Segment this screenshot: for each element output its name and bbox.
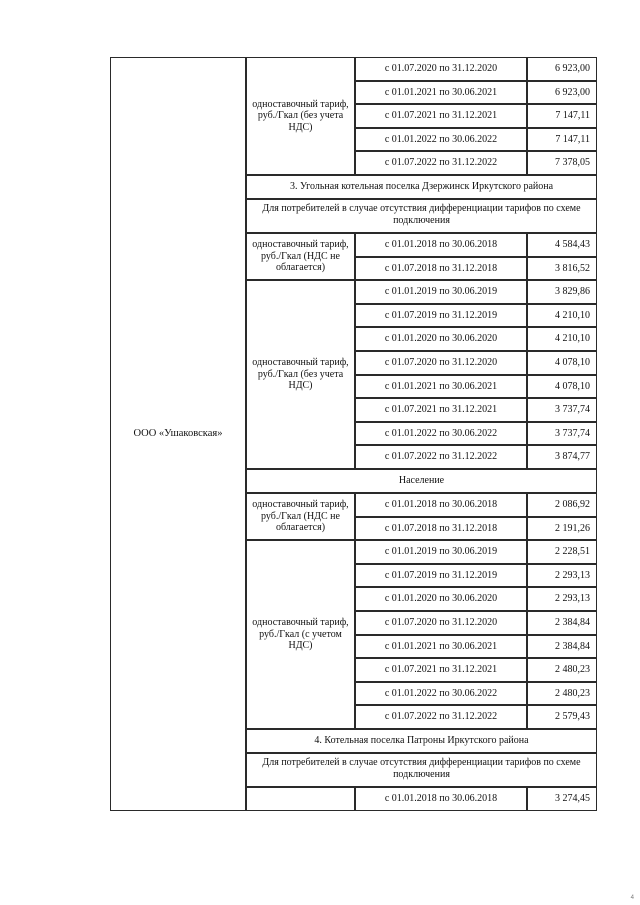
page-corner-mark: 4 — [630, 895, 634, 901]
tariff-value-cell: 4 210,10 — [527, 327, 597, 351]
tariff-value-cell: 2 579,43 — [527, 705, 597, 729]
period-cell: с 01.07.2022 по 31.12.2022 — [355, 445, 527, 469]
tariff-type-cell — [246, 787, 355, 811]
tariff-value-cell: 7 147,11 — [527, 104, 597, 128]
tariff-value-cell: 7 147,11 — [527, 128, 597, 152]
tariff-value-cell: 2 191,26 — [527, 517, 597, 541]
period-cell: с 01.01.2021 по 30.06.2021 — [355, 635, 527, 659]
period-cell: с 01.07.2022 по 31.12.2022 — [355, 705, 527, 729]
tariff-value-cell: 2 480,23 — [527, 682, 597, 706]
tariff-value-cell: 2 384,84 — [527, 611, 597, 635]
tariff-value-cell: 3 829,86 — [527, 280, 597, 304]
period-cell: с 01.07.2022 по 31.12.2022 — [355, 151, 527, 175]
period-cell: с 01.07.2020 по 31.12.2020 — [355, 57, 527, 81]
section-title: Население — [246, 469, 597, 493]
period-cell: с 01.07.2019 по 31.12.2019 — [355, 564, 527, 588]
tariff-value-cell: 2 293,13 — [527, 564, 597, 588]
tariff-value-cell: 7 378,05 — [527, 151, 597, 175]
period-cell: с 01.01.2021 по 30.06.2021 — [355, 375, 527, 399]
period-cell: с 01.07.2020 по 31.12.2020 — [355, 611, 527, 635]
period-cell: с 01.01.2020 по 30.06.2020 — [355, 327, 527, 351]
period-cell: с 01.01.2019 по 30.06.2019 — [355, 540, 527, 564]
tariff-type-cell: одноставочный тариф, руб./Гкал (НДС не облагается) — [246, 493, 355, 540]
period-cell: с 01.07.2021 по 31.12.2021 — [355, 104, 527, 128]
period-cell: с 01.01.2021 по 30.06.2021 — [355, 81, 527, 105]
section-title: 4. Котельная поселка Патроны Иркутского района — [246, 729, 597, 753]
tariff-value-cell: 4 078,10 — [527, 375, 597, 399]
section-subtitle: Для потребителей в случае отсутствия дифференциации тарифов по схеме подключения — [246, 753, 597, 787]
tariff-value-cell: 3 874,77 — [527, 445, 597, 469]
tariff-value-cell: 3 737,74 — [527, 422, 597, 446]
tariff-value-cell: 4 210,10 — [527, 304, 597, 328]
period-cell: с 01.01.2022 по 30.06.2022 — [355, 422, 527, 446]
period-cell: с 01.01.2018 по 30.06.2018 — [355, 787, 527, 811]
period-cell: с 01.07.2018 по 31.12.2018 — [355, 257, 527, 281]
tariff-value-cell: 2 384,84 — [527, 635, 597, 659]
period-cell: с 01.01.2022 по 30.06.2022 — [355, 682, 527, 706]
period-cell: с 01.01.2022 по 30.06.2022 — [355, 128, 527, 152]
tariff-value-cell: 2 228,51 — [527, 540, 597, 564]
tariff-value-cell: 3 274,45 — [527, 787, 597, 811]
tariff-type-cell: одноставочный тариф, руб./Гкал (НДС не облагается) — [246, 233, 355, 280]
tariff-value-cell: 3 737,74 — [527, 398, 597, 422]
period-cell: с 01.07.2021 по 31.12.2021 — [355, 398, 527, 422]
tariff-type-cell: одноставочный тариф, руб./Гкал (без учета НДС) — [246, 280, 355, 469]
period-cell: с 01.07.2018 по 31.12.2018 — [355, 517, 527, 541]
tariff-value-cell: 4 584,43 — [527, 233, 597, 257]
section-subtitle: Для потребителей в случае отсутствия дифференциации тарифов по схеме подключения — [246, 199, 597, 233]
period-cell: с 01.01.2020 по 30.06.2020 — [355, 587, 527, 611]
period-cell: с 01.07.2019 по 31.12.2019 — [355, 304, 527, 328]
tariff-value-cell: 2 480,23 — [527, 658, 597, 682]
section-title: 3. Угольная котельная поселка Дзержинск Иркутского района — [246, 175, 597, 199]
tariff-type-cell: одноставочный тариф, руб./Гкал (без учета НДС) — [246, 57, 355, 175]
period-cell: с 01.01.2018 по 30.06.2018 — [355, 493, 527, 517]
period-cell: с 01.07.2020 по 31.12.2020 — [355, 351, 527, 375]
tariff-type-cell: одноставочный тариф, руб./Гкал (с учетом НДС) — [246, 540, 355, 729]
tariff-value-cell: 3 816,52 — [527, 257, 597, 281]
tariff-value-cell: 6 923,00 — [527, 57, 597, 81]
period-cell: с 01.01.2019 по 30.06.2019 — [355, 280, 527, 304]
tariff-value-cell: 4 078,10 — [527, 351, 597, 375]
organization-cell: ООО «Ушаковская» — [110, 57, 246, 811]
period-cell: с 01.07.2021 по 31.12.2021 — [355, 658, 527, 682]
period-cell: с 01.01.2018 по 30.06.2018 — [355, 233, 527, 257]
tariff-value-cell: 2 293,13 — [527, 587, 597, 611]
tariff-value-cell: 6 923,00 — [527, 81, 597, 105]
tariff-value-cell: 2 086,92 — [527, 493, 597, 517]
